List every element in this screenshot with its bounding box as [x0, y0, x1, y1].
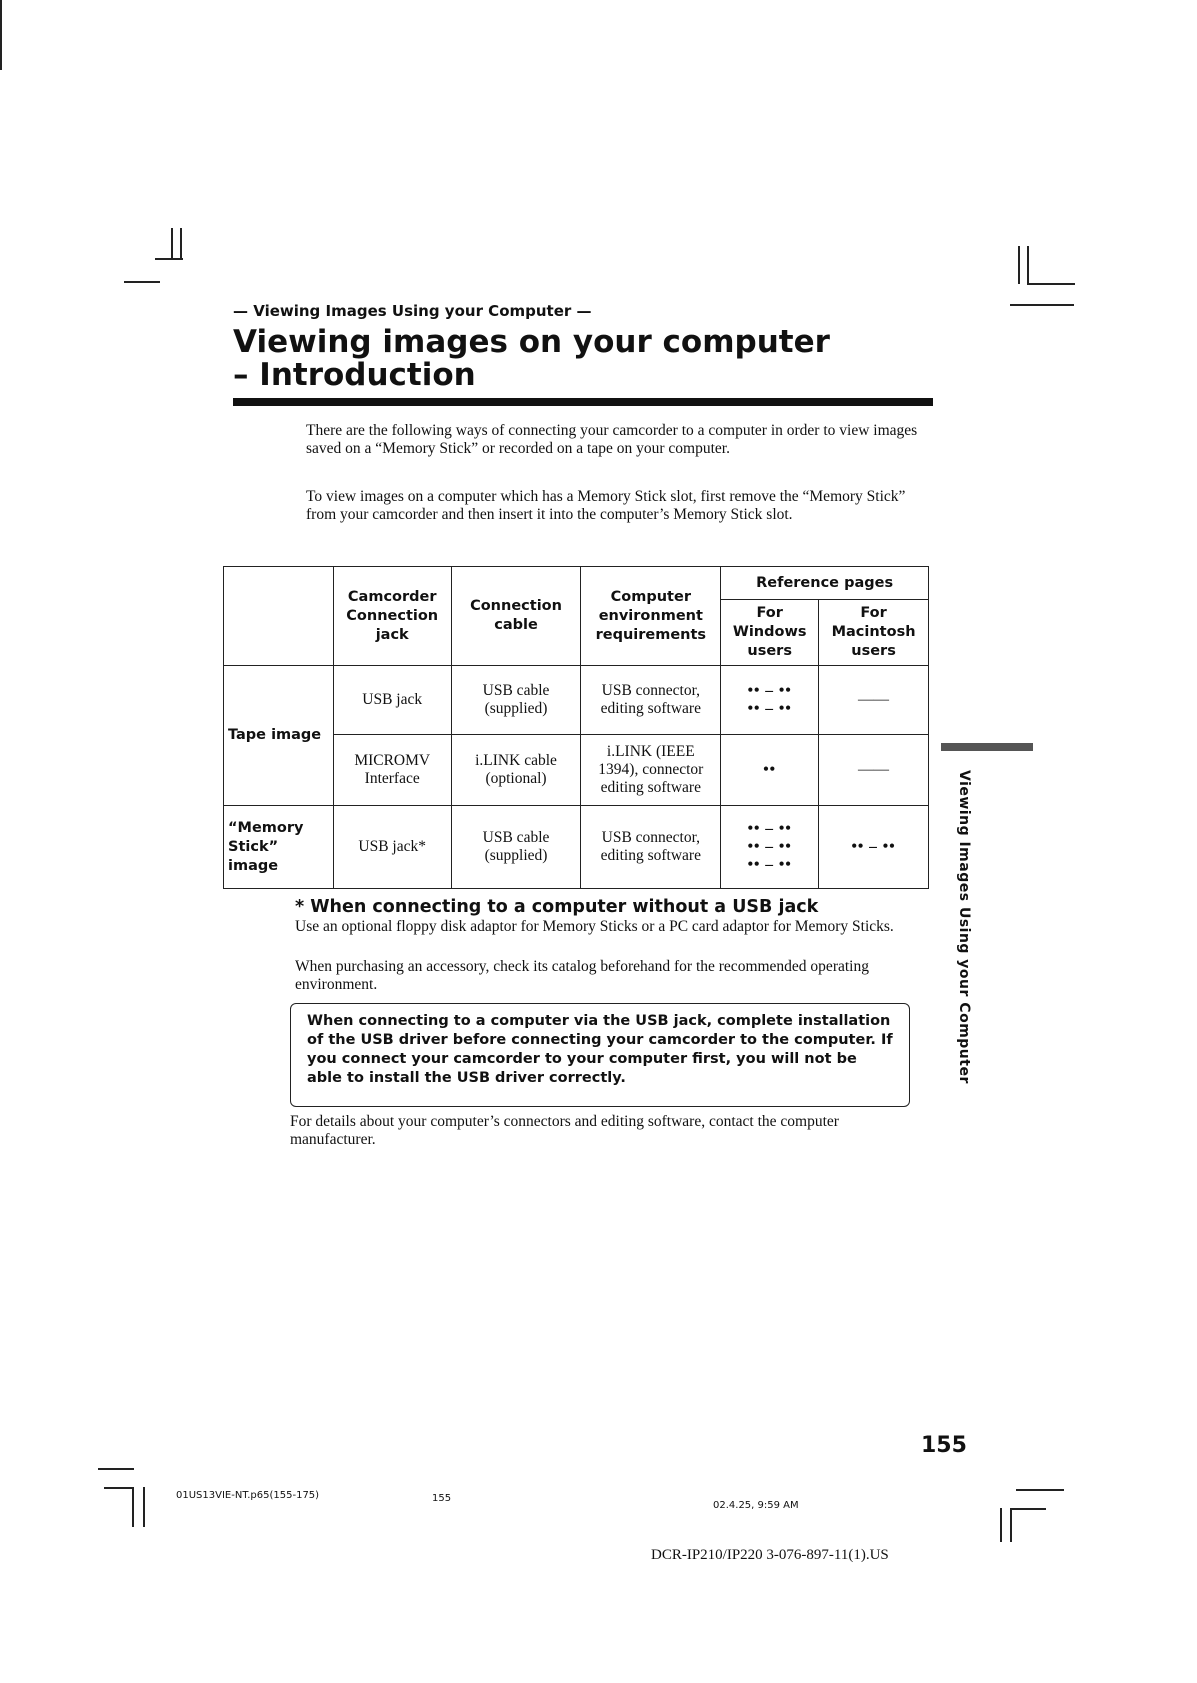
cell-env: USB connector, editing software	[581, 666, 721, 735]
title-line-1: Viewing images on your computer	[233, 324, 830, 360]
usb-driver-warning: When connecting to a computer via the USB jack, complete installation of the USB driver before connecting your camcorder to the computer. If you connect your camcorder to your computer first, you will not be able to install the USB driver correctly.	[290, 1003, 910, 1107]
usb-note-heading: * When connecting to a computer without a USB jack	[295, 897, 819, 917]
ref-dots: •• – ••	[747, 820, 792, 837]
cell-jack: USB jack	[333, 666, 451, 735]
header-env: Computer environment requirements	[581, 567, 721, 666]
row-group-memory-stick: “Memory Stick” image	[224, 806, 334, 889]
usb-note-paragraph-2: When purchasing an accessory, check its catalog beforehand for the recommended operating environment.	[295, 958, 869, 993]
table-header-row	[224, 567, 929, 600]
cell-windows-ref	[721, 806, 819, 889]
header-mac: For Macintosh users	[819, 600, 929, 666]
cell-cable: i.LINK cable (optional)	[451, 735, 581, 806]
cell-jack: USB jack*	[333, 806, 451, 889]
cell-jack: MICROMV Interface	[333, 735, 451, 806]
footer-page: 155	[432, 1493, 452, 1504]
title-rule	[233, 398, 933, 406]
row-group-tape: Tape image	[224, 666, 334, 806]
table-row	[224, 806, 929, 889]
details-paragraph: For details about your computer’s connectors and editing software, contact the computer manufacturer.	[290, 1113, 839, 1148]
cell-env: USB connector, editing software	[581, 806, 721, 889]
ref-dots: •• – ••	[747, 682, 792, 699]
side-tab-label: Viewing Images Using your Computer	[956, 770, 972, 1084]
cell-mac-ref: ——	[819, 735, 929, 806]
title-line-2: – Introduction	[233, 357, 476, 393]
footer-model: DCR-IP210/IP220 3-076-897-11(1).US	[651, 1547, 889, 1563]
page-number: 155	[921, 1433, 967, 1458]
cell-mac-ref: ——	[819, 666, 929, 735]
header-empty	[224, 567, 334, 666]
table-row	[224, 666, 929, 735]
cell-env: i.LINK (IEEE 1394), connector editing software	[581, 735, 721, 806]
intro-paragraph-2: To view images on a computer which has a Memory Stick slot, first remove the “Memory Stick” from your camcorder and then insert it into the computer’s Memory Stick slot.	[306, 488, 906, 523]
footer-date: 02.4.25, 9:59 AM	[713, 1500, 799, 1511]
header-cable: Connection cable	[451, 567, 581, 666]
cell-windows-ref	[721, 735, 819, 806]
cell-cable: USB cable (supplied)	[451, 806, 581, 889]
header-reference: Reference pages	[721, 567, 929, 600]
usb-note-paragraph-1: Use an optional floppy disk adaptor for Memory Sticks or a PC card adaptor for Memory Sticks.	[295, 918, 894, 935]
ref-dots: •• – ••	[747, 856, 792, 873]
cell-cable: USB cable (supplied)	[451, 666, 581, 735]
cell-windows-ref	[721, 666, 819, 735]
header-windows: For Windows users	[721, 600, 819, 666]
connection-table	[223, 566, 929, 889]
intro-paragraph-1: There are the following ways of connecting your camcorder to a computer in order to view images saved on a “Memory Stick” or recorded on a tape on your computer.	[306, 422, 918, 457]
header-jack: Camcorder Connection jack	[333, 567, 451, 666]
section-kicker: — Viewing Images Using your Computer —	[233, 302, 592, 320]
ref-dots: •• – ••	[747, 700, 792, 717]
side-tab-marker	[941, 743, 1033, 751]
ref-dots: •• – ••	[747, 838, 792, 855]
page-title	[233, 326, 830, 392]
ref-dots: ••	[763, 761, 777, 778]
footer-file: 01US13VIE-NT.p65(155-175)	[176, 1490, 320, 1501]
cell-mac-ref: •• – ••	[819, 806, 929, 889]
